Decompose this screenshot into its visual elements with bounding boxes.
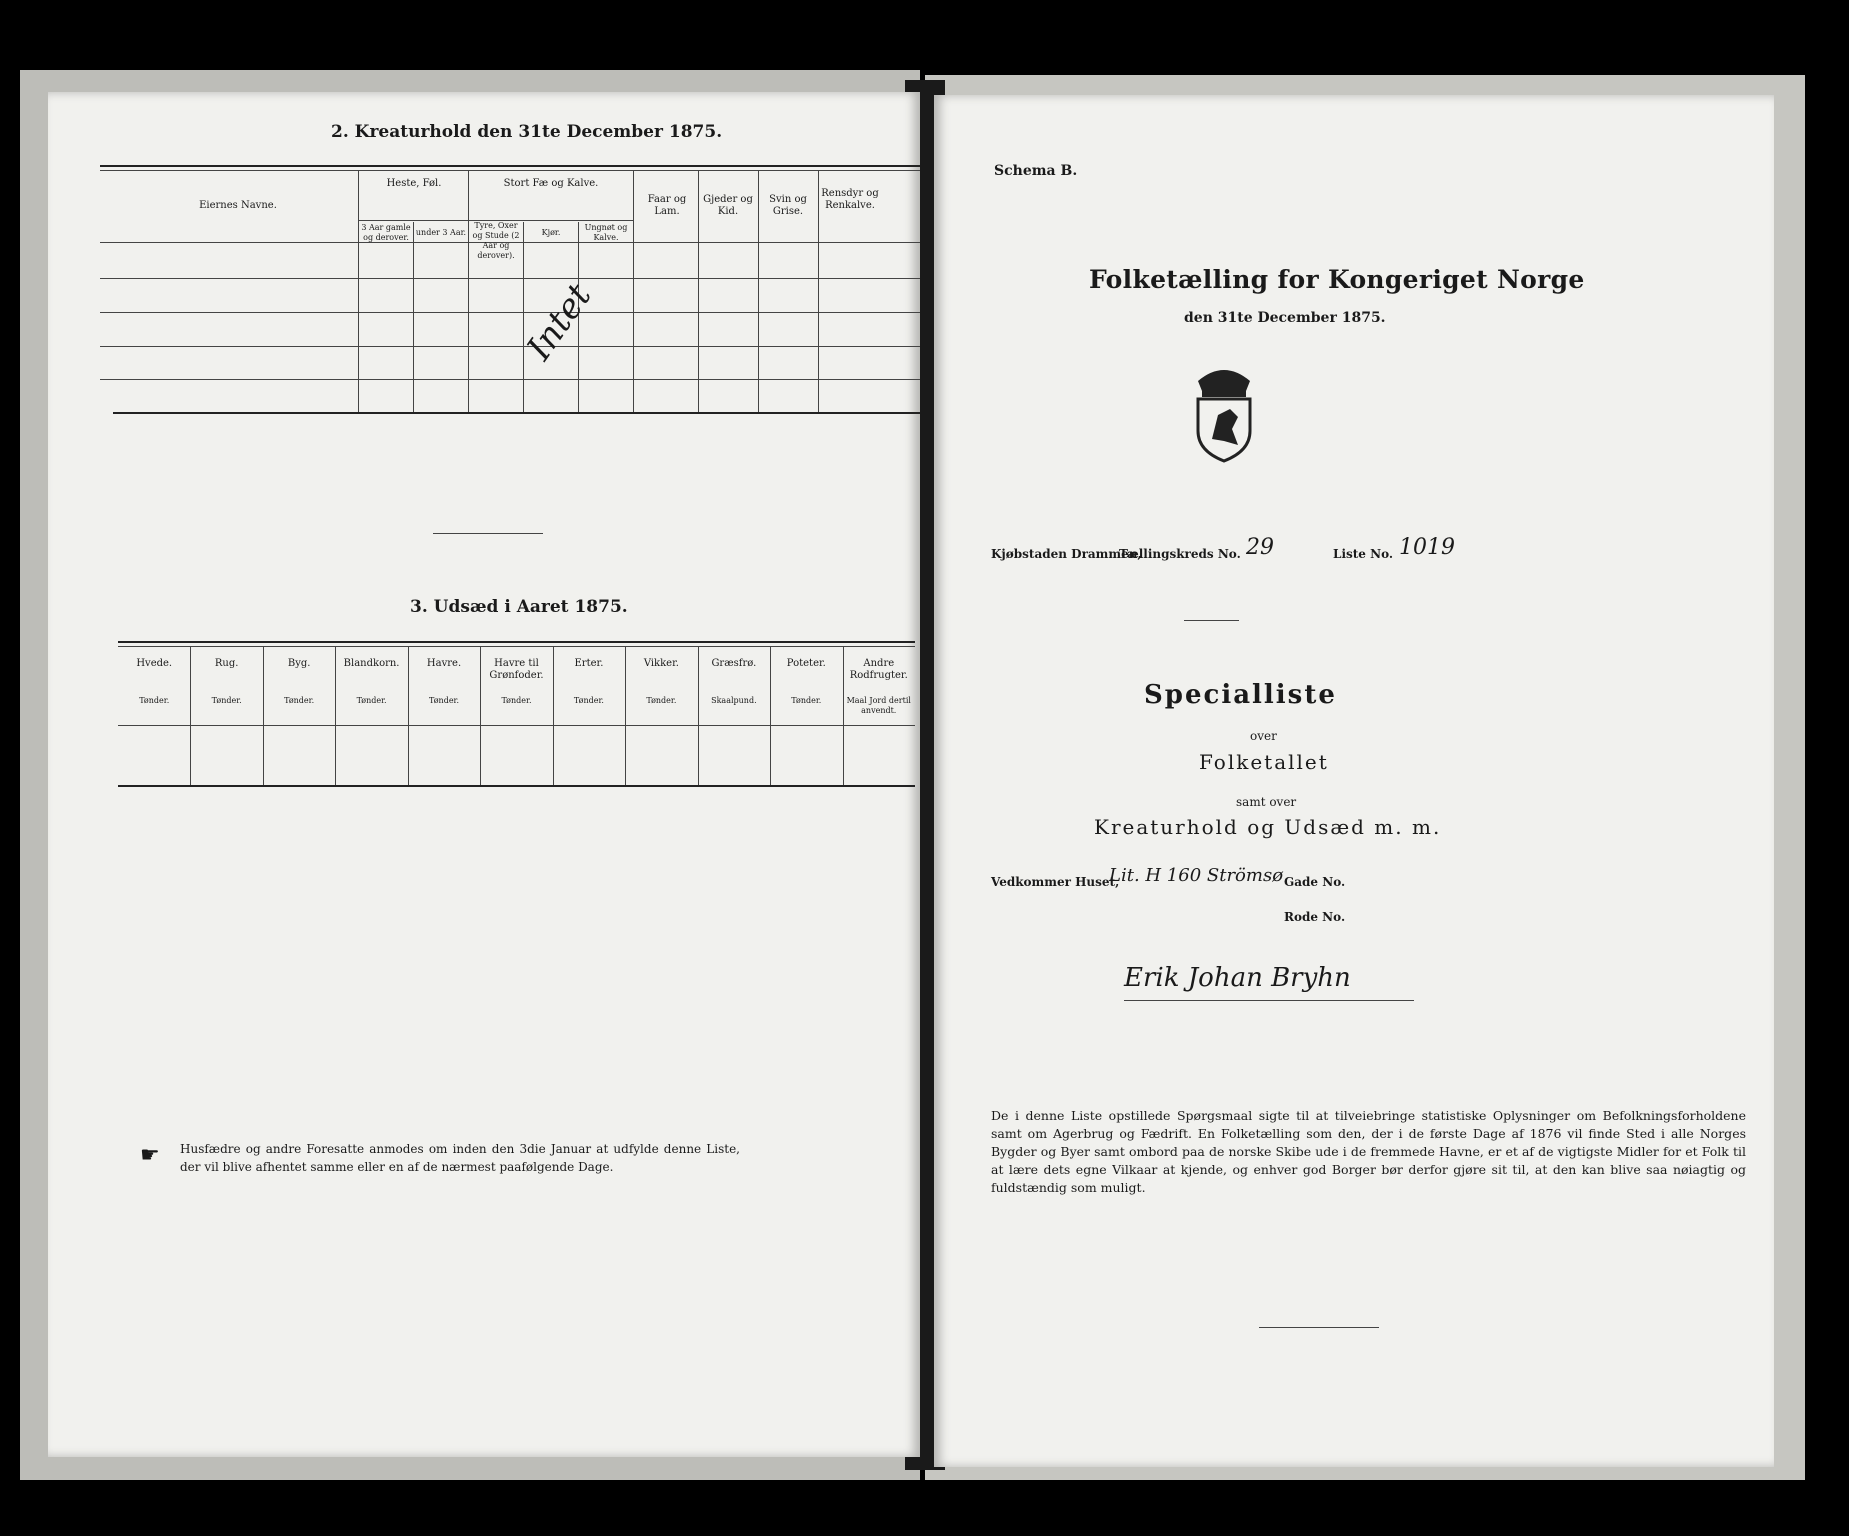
folketallet-heading: Folketallet [1199,750,1329,774]
section3-col-unit: Skaalpund. [711,696,757,705]
section3-col-unit: Tønder. [573,696,604,705]
col-rensdyr: Rensdyr og Renkalve. [821,188,879,211]
section3-col-name: Hvede. [136,658,173,669]
liste-value: 1019 [1399,535,1455,560]
section3-divider [843,646,844,785]
section3-divider [480,646,481,785]
gade-label: Gade No. [1284,875,1346,889]
section3-col-unit: Tønder. [356,696,387,705]
col-svin: Svin og Grise. [769,194,807,217]
vedkommer-label: Vedkommer Huset, [991,875,1120,889]
col-gjeder: Gjeder og Kid. [703,194,753,217]
col-heste-b: under 3 Aar. [415,228,467,237]
section3-col-unit: Tønder. [429,696,460,705]
section3-col-unit: Tønder. [791,696,822,705]
rode-label: Rode No. [1284,910,1346,924]
section3-col-name: Poteter. [786,658,826,669]
section3-col-name: Byg. [287,658,311,669]
section3-col-unit: Tønder. [139,696,170,705]
samt-over-label: samt over [1236,795,1297,809]
col-stort-c: Ungnøt og Kalve. [584,223,628,242]
kreaturhold-heading: Kreaturhold og Udsæd m. m. [1094,815,1442,839]
signature: Erik Johan Bryhn [1124,963,1351,993]
col-heste: Heste, Føl. [386,178,442,189]
handwritten-intet: Intet [519,276,600,368]
left-page [48,92,920,1457]
section3-col-name: Havre til Grønfoder. [489,658,544,681]
coat-of-arms-icon [1184,353,1264,463]
right-page [934,95,1774,1467]
section3-divider [625,646,626,785]
section3-col-name: Blandkorn. [343,658,400,669]
col-owner: Eiernes Navne. [199,200,277,211]
pointing-hand-icon: ☛ [140,1143,160,1168]
section3-col-name: Erter. [574,658,604,669]
vedkommer-value: Lit. H 160 Strömsø [1109,865,1284,886]
section3-divider [408,646,409,785]
section3-divider [770,646,771,785]
section3-col-unit: Tønder. [284,696,315,705]
col-heste-a: 3 Aar gamle og derover. [361,223,411,242]
section3-divider [263,646,264,785]
body-text: De i denne Liste opstillede Spørgsmaal sigte til at tilveiebringe statistiske Oplysninger om Befolkningsforholdene samt om Agerbrug og Fædrift. En Folketælling som den, der i de første Dage af 1876 vil finde Sted i alle Norges Bygder og Byer samt ombord paa de norske Skibe ude i de fremmede Havne, er et af de vigtigste Midler for et Folk til at lære dets egne Vilkaar at kjende, og enhver god Borger bør derfor gjøre sit til, at den kan blive saa nøiagtig og fuldstændig som muligt. [991,1108,1746,1195]
notice-text: Husfædre og andre Foresatte anmodes om inden den 3die Januar at udfylde denne Liste, der vil blive afhentet samme eller en af de nærmest paafølgende Dage. [180,1142,740,1174]
section2-title: 2. Kreaturhold den 31te December 1875. [331,122,723,142]
page-date: den 31te December 1875. [1184,310,1386,326]
section3-divider [335,646,336,785]
section3-col-name: Havre. [426,658,462,669]
over-label: over [1250,729,1277,743]
section3-col-unit: Tønder. [646,696,677,705]
section3-divider [698,646,699,785]
section3-title: 3. Udsæd i Aaret 1875. [410,597,628,617]
section3-col-name: Rug. [214,658,239,669]
section3-col-unit: Tønder. [211,696,242,705]
section3-col-name: Vikker. [643,658,679,669]
liste-label: Liste No. [1333,547,1394,561]
col-stort-a: Tyre, Oxer og Stude (2 Aar og derover). [472,221,520,260]
col-faar: Faar og Lam. [647,194,687,217]
section3-divider [553,646,554,785]
kjobstad-label: Kjøbstaden Drammen, [991,547,1142,561]
page-title: Folketælling for Kongeriget Norge [1089,265,1585,294]
section3-col-unit: Maal Jord dertil anvendt. [846,696,911,715]
schema-label: Schema B. [994,163,1078,179]
specialliste-heading: Specialliste [1144,680,1337,710]
col-stort-b: Kjør. [541,228,561,237]
section3-col-name: Græsfrø. [711,658,757,669]
col-stort: Stort Fæ og Kalve. [503,178,599,189]
section3-col-unit: Tønder. [501,696,532,705]
section3-col-name: Andre Rodfrugter. [849,658,908,681]
kreds-value: 29 [1246,535,1274,560]
kreds-label: Tællingskreds No. [1119,547,1241,561]
section3-divider [190,646,191,785]
